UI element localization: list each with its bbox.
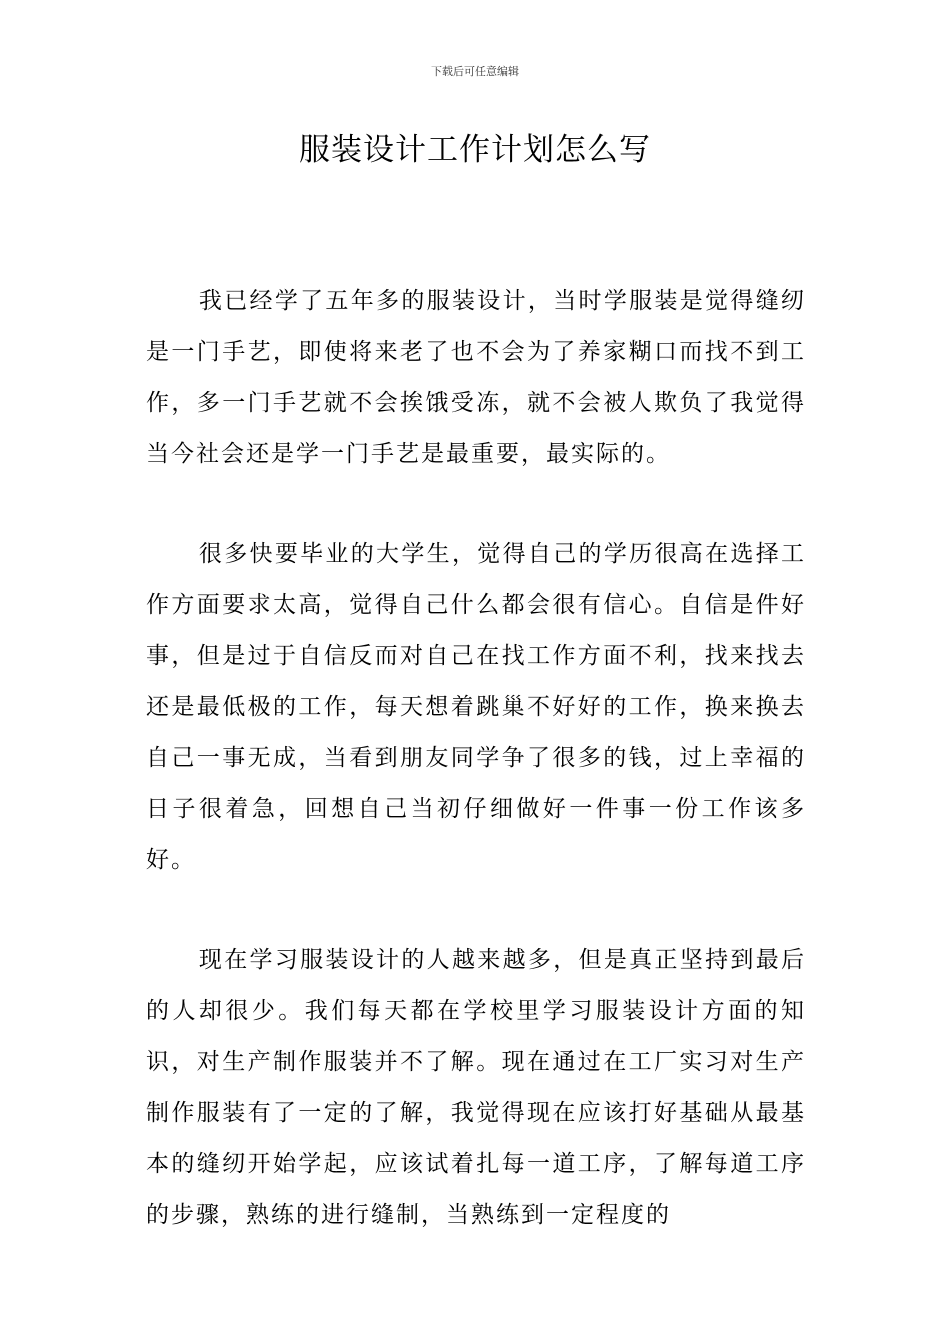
document-body — [146, 276, 806, 1290]
paragraph-1: 我已经学了五年多的服装设计，当时学服装是觉得缝纫是一门手艺，即使将来老了也不会为了养家糊口而找不到工作，多一门手艺就不会挨饿受冻，就不会被人欺负了我觉得当今社会还是学一门手艺是最重要，最实际的。 — [146, 288, 806, 467]
page-header-note: 下载后可任意编辑 — [431, 65, 519, 78]
paragraph-3: 现在学习服装设计的人越来越多，但是真正坚持到最后的人却很少。我们每天都在学校里学习服装设计方面的知识，对生产制作服装并不了解。现在通过在工厂实习对生产制作服装有了一定的了解，我觉得现在应该打好基础从最基本的缝纫开始学起，应该试着扎每一道工序，了解每道工序的步骤，熟练的进行缝制，当熟练到一定程度的 — [146, 947, 806, 1228]
paragraph-2: 很多快要毕业的大学生，觉得自己的学历很高在选择工作方面要求太高，觉得自己什么都会很有信心。自信是件好事，但是过于自信反而对自己在找工作方面不利，找来找去还是最低极的工作，每天想着跳巢不好好的工作，换来换去自己一事无成，当看到朋友同学争了很多的钱，过上幸福的日子很着急，回想自己当初仔细做好一件事一份工作该多好。 — [146, 541, 806, 873]
document-title: 服装设计工作计划怎么写 — [299, 132, 651, 168]
